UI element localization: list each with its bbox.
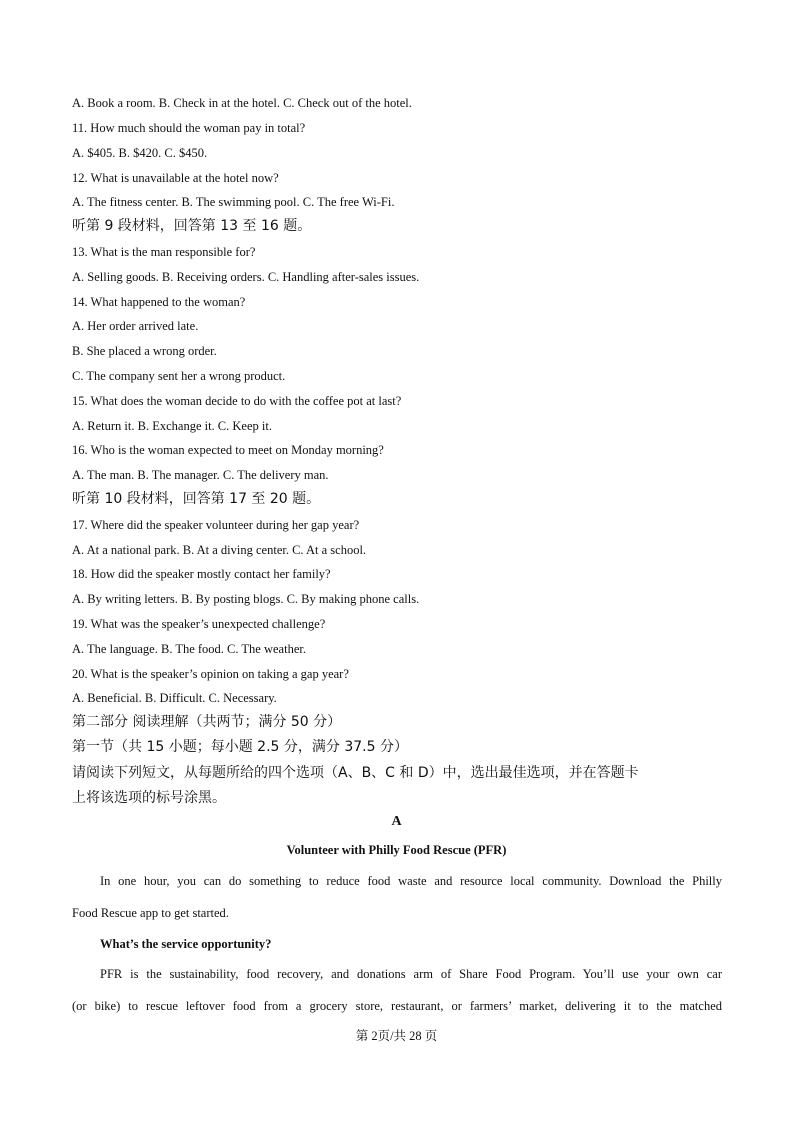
q19-options: A. The language. B. The food. C. The weather. (72, 642, 306, 656)
q20-options: A. Beneficial. B. Difficult. C. Necessary. (72, 691, 277, 705)
q14-option-c: C. The company sent her a wrong product. (72, 369, 286, 383)
instruction-line-2: 上将该选项的标号涂黑。 (72, 790, 226, 806)
q14-question: 14. What happened to the woman? (72, 295, 246, 309)
q11-question: 11. How much should the woman pay in total? (72, 121, 306, 135)
q18-question: 18. How did the speaker mostly contact her family? (72, 567, 331, 581)
section-10-header: 听第 10 段材料，回答第 17 至 20 题。 (72, 491, 321, 507)
q17-question: 17. Where did the speaker volunteer during her gap year? (72, 518, 360, 532)
q15-options: A. Return it. B. Exchange it. C. Keep it. (72, 419, 272, 433)
q15-question: 15. What does the woman decide to do with the coffee pot at last? (72, 394, 402, 408)
q11-options: A. $405. B. $420. C. $450. (72, 146, 208, 160)
passage-title: Volunteer with Philly Food Rescue (PFR) (286, 843, 507, 857)
q17-options: A. At a national park. B. At a diving center. C. At a school. (72, 543, 367, 557)
q13-question: 13. What is the man responsible for? (72, 245, 256, 259)
q16-question: 16. Who is the woman expected to meet on Monday morning? (72, 443, 384, 457)
part-two-title: 第二部分 阅读理解（共两节；满分 50 分） (72, 714, 342, 730)
paragraph-1-line-2: Food Rescue app to get started. (72, 906, 229, 920)
paragraph-2-line-1: PFR is the sustainability, food recovery, and donations arm of Share Food Program. You’ll use your own car (100, 967, 722, 981)
section-heading: What’s the service opportunity? (100, 937, 272, 951)
q20-question: 20. What is the speaker’s opinion on taking a gap year? (72, 667, 349, 681)
q12-question: 12. What is unavailable at the hotel now? (72, 171, 279, 185)
paragraph-2-line-2: (or bike) to rescue leftover food from a grocery store, restaurant, or farmers’ market, delivering it to the matched (72, 999, 722, 1013)
passage-letter: A (391, 814, 402, 829)
instruction-line-1: 请阅读下列短文，从每题所给的四个选项（A、B、C 和 D）中，选出最佳选项，并在答题卡 (72, 765, 639, 781)
q10-options: A. Book a room. B. Check in at the hotel. C. Check out of the hotel. (72, 96, 412, 110)
section-one-title: 第一节（共 15 小题；每小题 2.5 分，满分 37.5 分） (72, 739, 408, 755)
q16-options: A. The man. B. The manager. C. The delivery man. (72, 468, 329, 482)
paragraph-1-line-1: In one hour, you can do something to reduce food waste and resource local community. Download the Philly (100, 874, 722, 888)
page-number: 第 2页/共 28 页 (355, 1029, 438, 1043)
q14-option-b: B. She placed a wrong order. (72, 344, 217, 358)
q18-options: A. By writing letters. B. By posting blogs. C. By making phone calls. (72, 592, 420, 606)
q13-options: A. Selling goods. B. Receiving orders. C. Handling after-sales issues. (72, 270, 420, 284)
q14-option-a: A. Her order arrived late. (72, 319, 199, 333)
section-9-header: 听第 9 段材料，回答第 13 至 16 题。 (72, 218, 312, 234)
q19-question: 19. What was the speaker’s unexpected challenge? (72, 617, 326, 631)
q12-options: A. The fitness center. B. The swimming pool. C. The free Wi-Fi. (72, 195, 395, 209)
